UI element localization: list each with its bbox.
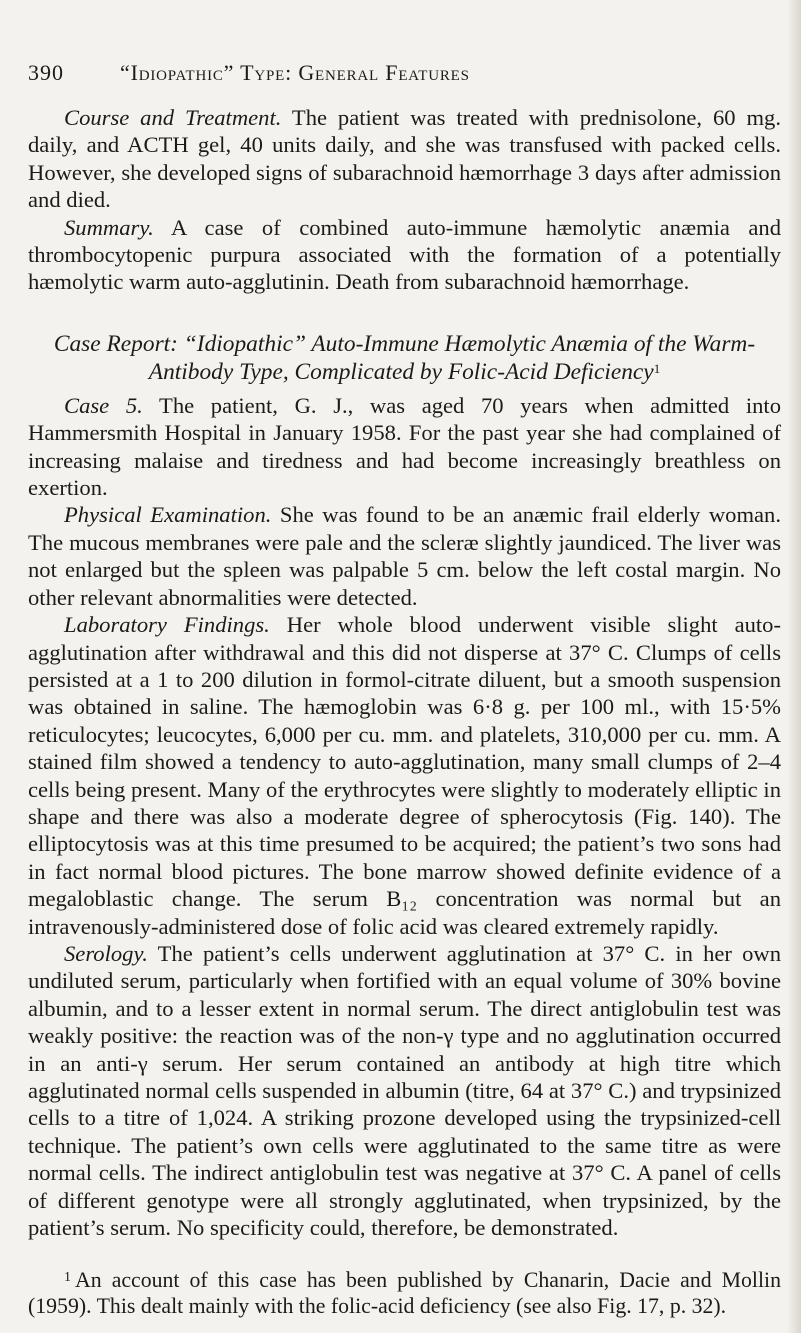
paragraph-serology bbox=[28, 940, 781, 1241]
paragraph-lead: Physical Examination. bbox=[64, 502, 272, 528]
running-header bbox=[28, 60, 781, 86]
paragraph-text: Her whole blood underwent visible slight auto-agglutination after withdrawal and this did not disperse at 37° C. Clumps of cells persisted at a 1 to 200 dilution in formol-citrate diluent, but a smooth suspension was obtained in saline. The hæmoglobin was 6·8 g. per 100 ml., with 15·5% reticulocytes; leucocytes, 6,000 per cu. mm. and platelets, 310,000 per cu. mm. A stained film showed a tendency to auto-agglutination, many small clumps of 2–4 cells being present. Many of the erythrocytes were slightly to moderately elliptic in shape and there was also a moderate degree of spherocytosis (Fig. 140). The elliptocytosis was at this time presumed to be acquired; the patient’s two sons had in fact normal blood pictures. The bone marrow showed definite evidence of a megaloblastic change. The serum B₁₂ concentration was normal but an intravenously-administered dose of folic acid was cleared extremely rapidly. bbox=[28, 612, 781, 939]
case-report-body bbox=[28, 392, 781, 1242]
paragraph-lead: Case 5. bbox=[64, 392, 143, 418]
footnote-reference: 1 bbox=[653, 360, 661, 376]
page-edge-shadow bbox=[787, 0, 801, 1333]
paragraph-lead: Course and Treatment. bbox=[64, 105, 282, 130]
footnote-mark: 1 bbox=[64, 1270, 71, 1286]
case-report-title bbox=[28, 330, 781, 386]
paragraph-text: She was found to be an anæmic frail elderly woman. The mucous membranes were pale and the scleræ slightly jaundiced. The liver was not enlarged but the spleen was palpable 5 cm. below the left costal margin. No other relevant abnormalities were detected. bbox=[28, 502, 781, 610]
paragraph-text: The patient, G. J., was aged 70 years when admitted into Hammersmith Hospital in January 1958. For the past year she had complained of increasing malaise and tiredness and had become increasingly breathless on exertion. bbox=[28, 392, 781, 501]
paragraph-laboratory-findings bbox=[28, 611, 781, 940]
paragraph-lead: Summary. bbox=[64, 214, 154, 240]
page-number: 390 bbox=[28, 60, 64, 85]
paragraph-text: The patient was treated with prednisolone, 60 mg. daily, and ACTH gel, 40 units daily, and she was transfused with packed cells. However, she developed signs of subarachnoid hæmorrhage 3 days after admission and died. bbox=[28, 105, 781, 213]
footnote bbox=[28, 1267, 781, 1319]
paragraph-lead: Serology. bbox=[64, 940, 148, 966]
paragraph-summary bbox=[28, 214, 781, 296]
course-summary-section bbox=[28, 104, 781, 296]
footnote-text: An account of this case has been published by Chanarin, Dacie and Mollin (1959). This dealt mainly with the folic-acid deficiency (see also Fig. 17, p. 32). bbox=[28, 1268, 781, 1319]
paragraph-course-treatment bbox=[28, 104, 781, 214]
paragraph-text: A case of combined auto-immune hæmolytic anæmia and thrombocytopenic purpura associated with the formation of a potentially hæmolytic warm auto-agglutinin. Death from subarachnoid hæmorrhage. bbox=[28, 214, 782, 295]
paragraph-lead: Laboratory Findings. bbox=[64, 612, 270, 638]
running-title: “Idiopathic” Type: General Features bbox=[120, 60, 470, 85]
paragraph-physical-examination bbox=[28, 501, 781, 611]
paragraph-text: The patient’s cells underwent agglutination at 37° C. in her own undiluted serum, particularly when fortified with an equal volume of 30% bovine albumin, and to a lesser extent in normal serum. The direct antiglobulin test was weakly positive: the reaction was of the non-γ type and no agglutination occurred in an anti-γ serum. Her serum contained an antibody at high titre which agglutinated normal cells suspended in albumin (titre, 64 at 37° C.) and trypsinized cells to a titre of 1,024. A striking prozone developed using the trypsinized-cell technique. The patient’s own cells were agglutinated to the same titre as were normal cells. The indirect antiglobulin test was negative at 37° C. A panel of cells of different genotype were all strongly agglutinated, when trypsinized, by the patient’s serum. No specificity could, therefore, be demonstrated. bbox=[28, 940, 781, 1241]
case-report-title-text: Case Report: “Idiopathic” Auto-Immune Hæmolytic Anæmia of the Warm-Antibody Type, Complicated by Folic-Acid Deficiency bbox=[53, 330, 756, 385]
paragraph-case bbox=[28, 392, 781, 502]
